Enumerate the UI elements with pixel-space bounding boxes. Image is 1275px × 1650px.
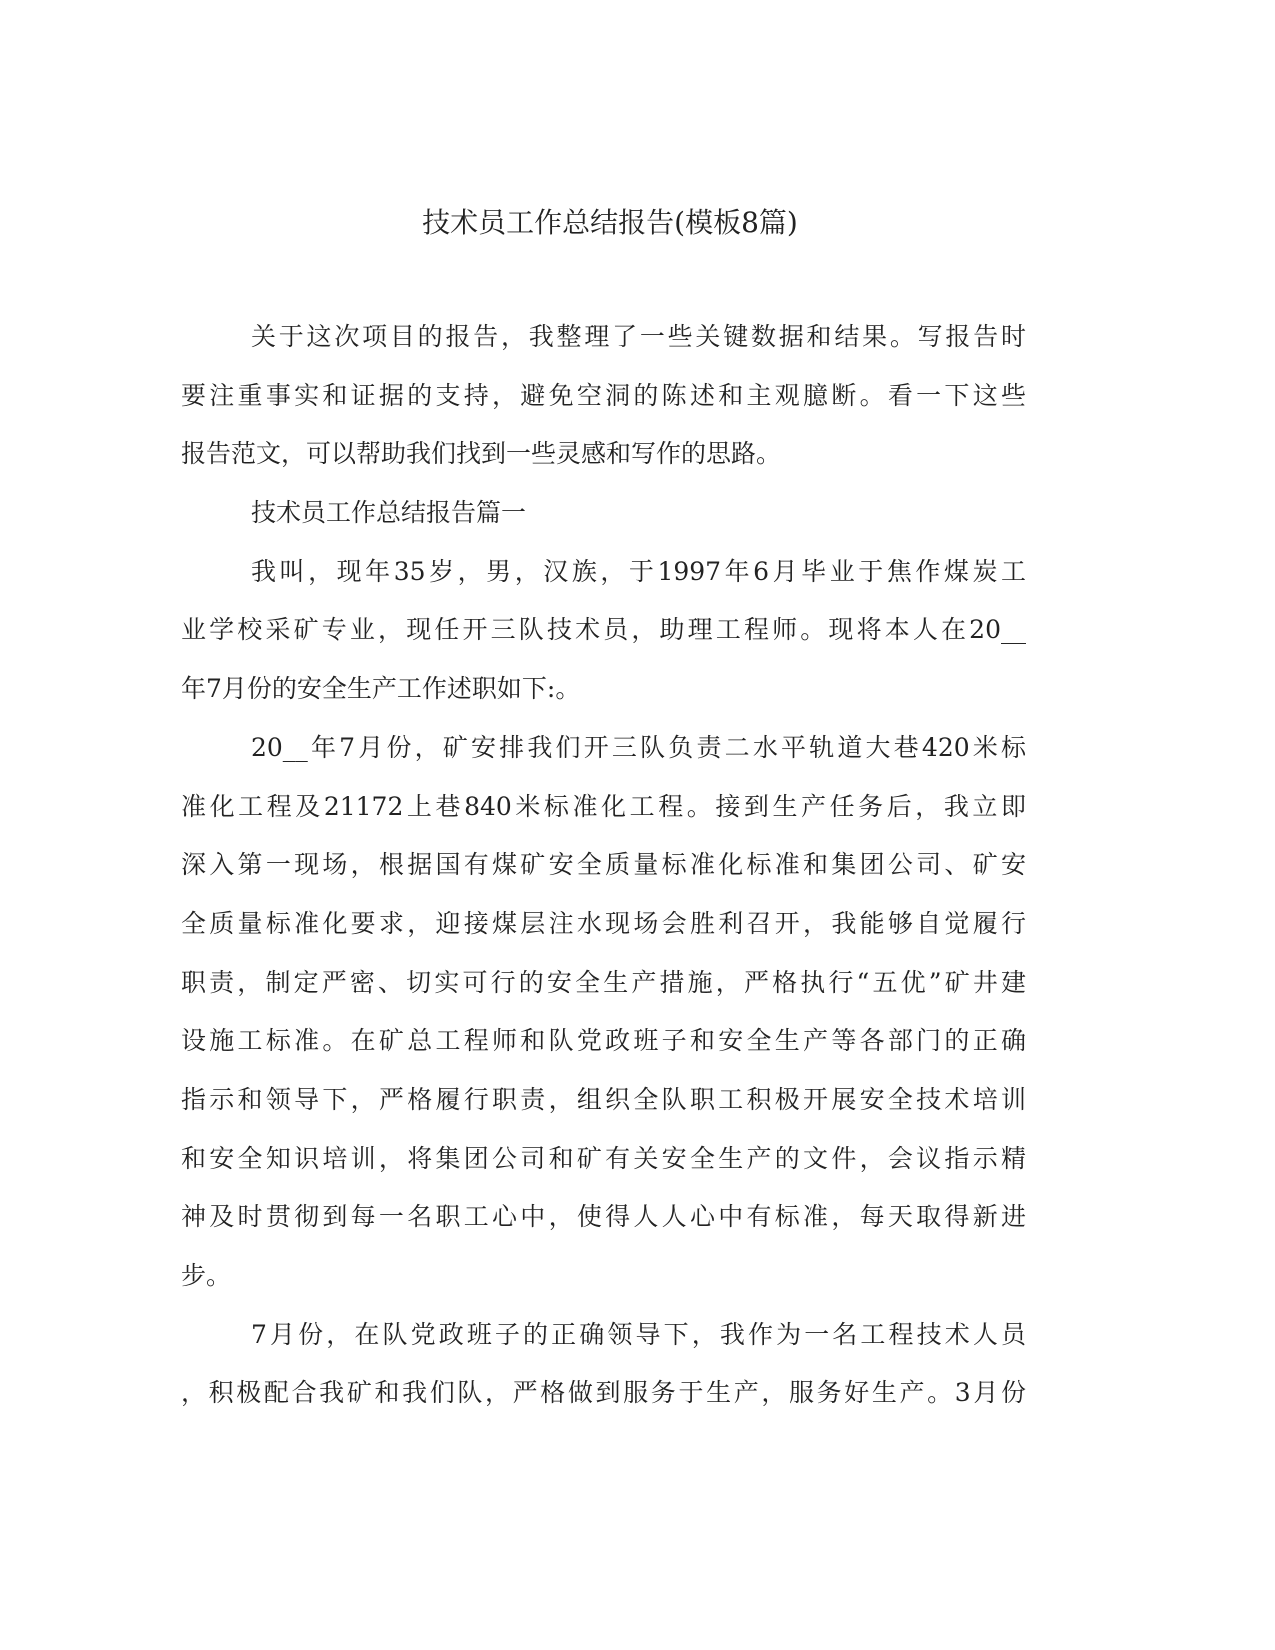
text-line: 职责，制定严密、切实可行的安全生产措施，严格执行“五优”矿井建 xyxy=(181,967,1026,997)
text-line: 深入第一现场，根据国有煤矿安全质量标准化标准和集团公司、矿安 xyxy=(181,850,1026,880)
document-body xyxy=(181,308,1026,1423)
text-line: 20__年7月份，矿安排我们开三队负责二水平轨道大巷420米标 xyxy=(251,732,1026,762)
paragraph xyxy=(181,719,1026,1306)
text-line: 神及时贯彻到每一名职工心中，使得人人心中有标准，每天取得新进 xyxy=(181,1202,1026,1232)
text-line: 年7月份的安全生产工作述职如下:。 xyxy=(181,674,581,704)
text-line: 关于这次项目的报告，我整理了一些关键数据和结果。写报告时 xyxy=(251,322,1026,351)
paragraph xyxy=(181,484,1026,543)
text-line: 技术员工作总结报告篇一 xyxy=(251,498,527,528)
text-line: 业学校采矿专业，现任开三队技术员，助理工程师。现将本人在20__ xyxy=(181,615,1026,645)
text-line: 指示和领导下，严格履行职责，组织全队职工积极开展安全技术培训 xyxy=(181,1084,1026,1114)
text-line: 设施工标准。在矿总工程师和队党政班子和安全生产等各部门的正确 xyxy=(181,1026,1026,1056)
paragraph xyxy=(181,1306,1026,1423)
paragraph xyxy=(181,308,1026,484)
text-line: 和安全知识培训，将集团公司和矿有关安全生产的文件，会议指示精 xyxy=(181,1143,1026,1173)
text-line: 全质量标准化要求，迎接煤层注水现场会胜利召开，我能够自觉履行 xyxy=(181,908,1026,938)
text-line: 准化工程及21172上巷840米标准化工程。接到生产任务后，我立即 xyxy=(181,791,1026,821)
paragraph xyxy=(181,543,1026,719)
document-title: 技术员工作总结报告(模板8篇) xyxy=(422,206,798,239)
text-line: 我叫，现年35岁，男，汉族，于1997年6月毕业于焦作煤炭工 xyxy=(251,556,1026,586)
text-line: 要注重事实和证据的支持，避免空洞的陈述和主观臆断。看一下这些 xyxy=(181,380,1026,410)
text-line: 报告范文，可以帮助我们找到一些灵感和写作的思路。 xyxy=(181,439,782,469)
text-line: 7月份，在队党政班子的正确领导下，我作为一名工程技术人员 xyxy=(251,1319,1026,1349)
text-line: ，积极配合我矿和我们队，严格做到服务于生产，服务好生产。3月份 xyxy=(181,1378,1026,1408)
text-line: 步。 xyxy=(181,1261,232,1290)
